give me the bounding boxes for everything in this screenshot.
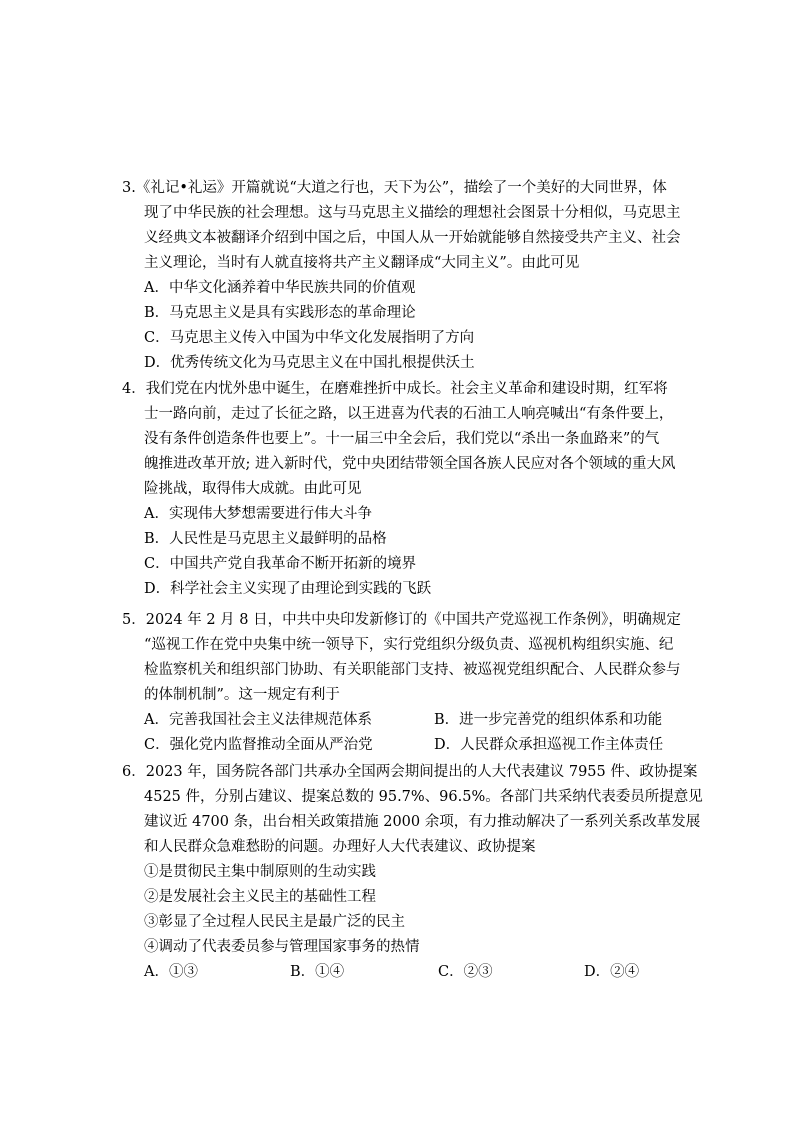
statement-2: ②是发展社会主义民主的基础性工程	[144, 889, 376, 905]
statement-3: ③彰显了全过程人民民主是最广泛的民主	[144, 914, 405, 930]
question-stem-line: 主义理论，当时有人就直接将共产主义翻译成“大同主义”。由此可见	[144, 255, 580, 271]
question-stem-line: 4．我们党在内忧外患中诞生，在磨难挫折中成长。社会主义革命和建设时期，红军将	[122, 381, 668, 397]
question-stem-line: 建议近 4700 条，出台相关政策措施 2000 余项，有力推动解决了一系列关系改革发展	[144, 814, 701, 830]
question-stem-line: 现了中华民族的社会理想。这与马克思主义描绘的理想社会图景十分相似，马克思主	[144, 205, 681, 221]
question-stem-line: 和人民群众急难愁盼的问题。办理好人大代表建议、政协提案	[144, 839, 536, 855]
option-b: B．马克思主义是具有实践形态的革命理论	[144, 305, 416, 321]
option-d: D．②④	[584, 964, 640, 980]
question-stem-line: 4525 件，分别占建议、提案总数的 95.7%、96.5%。各部门共采纳代表委员所提意见	[144, 789, 703, 805]
question-stem-line: 6．2023 年，国务院各部门共承办全国两会期间提出的人大代表建议 7955 件、政协提案	[122, 764, 698, 780]
option-a: A．中华文化涵养着中华民族共同的价值观	[144, 280, 416, 296]
question-stem-line: 5．2024 年 2 月 8 日，中共中央印发新修订的《中国共产党巡视工作条例》，明确规定	[122, 612, 681, 628]
statement-1: ①是贯彻民主集中制原则的生动实践	[144, 864, 376, 880]
question-stem-line: 险挑战，取得伟大成就。由此可见	[144, 481, 362, 497]
option-c: C．马克思主义传入中国为中华文化发展指明了方向	[144, 330, 475, 346]
option-d: D．人民群众承担巡视工作主体责任	[434, 737, 664, 753]
option-c: C．中国共产党自我革命不断开拓新的境界	[144, 556, 417, 572]
option-c: C．强化党内监督推动全面从严治党	[144, 737, 373, 753]
option-a: A．实现伟大梦想需要进行伟大斗争	[144, 506, 372, 522]
option-d: D．优秀传统文化为马克思主义在中国扎根提供沃土	[144, 355, 475, 371]
question-stem-line: 3.《礼记•礼运》开篇就说“大道之行也，天下为公”，描绘了一个美好的大同世界，体	[122, 180, 667, 196]
option-a: A．完善我国社会主义法律规范体系	[144, 712, 372, 728]
option-d: D．科学社会主义实现了由理论到实践的飞跃	[144, 581, 432, 597]
option-c: C．②③	[438, 964, 493, 980]
question-stem-line: 的体制机制”。这一规定有利于	[144, 687, 340, 703]
option-b: B．人民性是马克思主义最鲜明的品格	[144, 531, 387, 547]
option-b: B．①④	[290, 964, 345, 980]
question-stem-line: 义经典文本被翻译介绍到中国之后，中国人从一开始就能够自然接受共产主义、社会	[144, 230, 681, 246]
question-stem-line: 士一路向前，走过了长征之路，以王进喜为代表的石油工人响亮喊出“有条件要上，	[144, 406, 674, 422]
question-stem-line: 检监察机关和组织部门协助、有关职能部门支持、被巡视党组织配合、人民群众参与	[144, 662, 681, 678]
question-stem-line: “巡视工作在党中央集中统一领导下，实行党组织分级负责、巡视机构组织实施、纪	[144, 637, 674, 653]
statement-4: ④调动了代表委员参与管理国家事务的热情	[144, 939, 420, 955]
option-b: B．进一步完善党的组织体系和功能	[434, 712, 663, 728]
question-stem-line: 没有条件创造条件也要上”。十一届三中全会后，我们党以“杀出一条血路来”的气	[144, 431, 660, 447]
option-a: A．①③	[144, 964, 198, 980]
question-stem-line: 魄推进改革开放; 进入新时代，党中央团结带领全国各族人民应对各个领域的重大风	[144, 456, 676, 472]
